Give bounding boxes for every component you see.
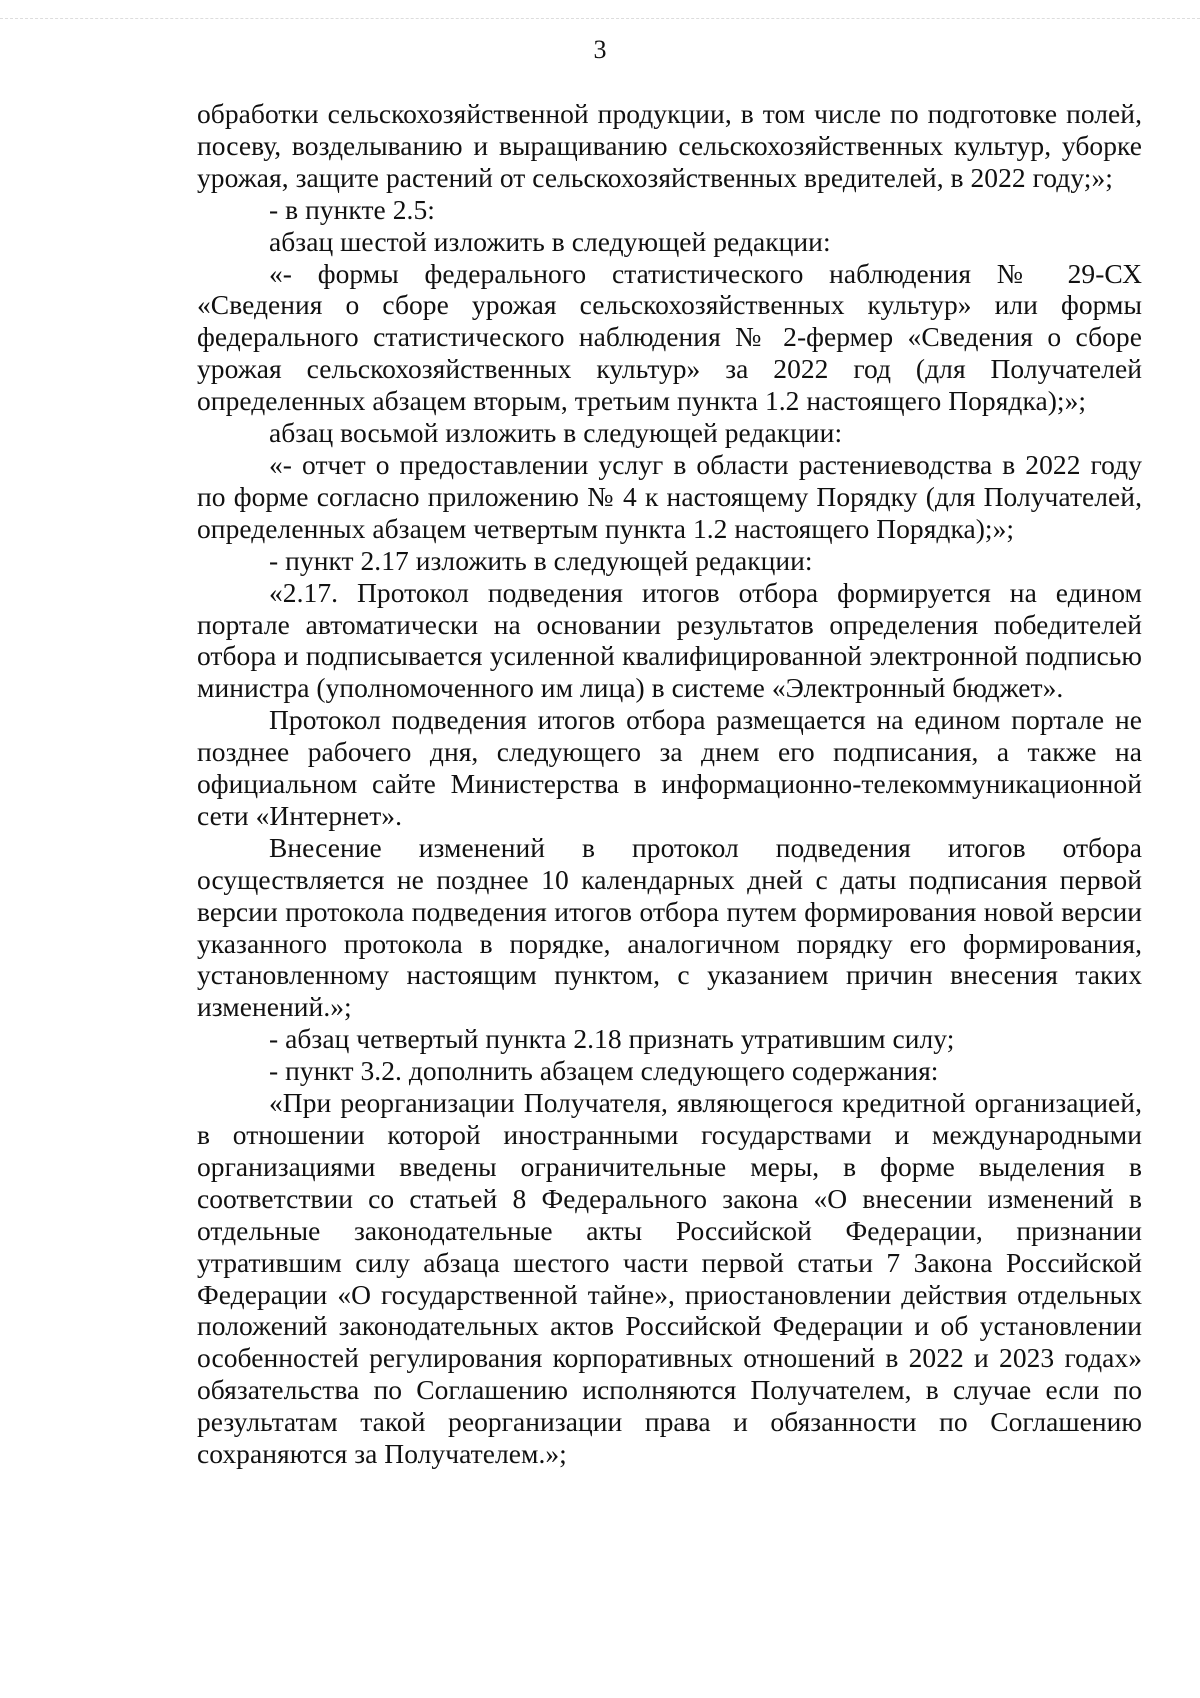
scan-edge-artifact [0,18,1200,21]
paragraph-5: абзац восьмой изложить в следующей редакции: [269,417,843,449]
paragraph-4: «- формы федерального статистического наблюдения № 29-СХ «Сведения о сборе урожая сельскохозяйственных культур» или формы федерального статистического наблюдения № 2-фермер «Сведения о сборе урожая сельскохозяйственных культур» за 2022 год (для Получателей определенных абзацем вторым, третьим пункта 1.2 настоящего Порядка);»; [197,257,1142,417]
paragraph-8: «2.17. Протокол подведения итогов отбора формируется на едином портале автоматически на основании результатов определения победителей отбора и подписывается усиленной квалифицированной электронной подписью министра (уполномоченного им лица) в системе «Электронный бюджет». [197,576,1142,704]
document-body [197,98,1142,1470]
page-number: 3 [593,35,607,64]
paragraph-13: «При реорганизации Получателя, являющегося кредитной организацией, в отношении которой иностранными государствами и международными организациями введены ограничительные меры, в форме выделения в соответствии со статьей 8 Федерального закона «О внесении изменений в отдельные законодательные акты Российской Федерации, признании утратившим силу абзаца шестого части первой статьи 7 Закона Российской Федерации «О государственной тайне», приостановлении действия отдельных положений законодательных актов Российской Федерации и об установлении особенностей регулирования корпоративных отношений в 2022 и 2023 годах» обязательства по Соглашению исполняются Получателем, в случае если по результатам такой реорганизации права и обязанности по Соглашению сохраняются за Получателем.»; [197,1087,1142,1470]
paragraph-9: Протокол подведения итогов отбора размещается на едином портале не позднее рабочего дня, следующего за днем его подписания, а также на официальном сайте Министерства в информационно-телекоммуникационной сети «Интернет». [197,704,1142,831]
paragraph-6: «- отчет о предоставлении услуг в области растениеводства в 2022 году по форме согласно приложению № 4 к настоящему Порядку (для Получателей, определенных абзацем четвертым пункта 1.2 настоящего Порядка);»; [197,448,1142,544]
paragraph-1: обработки сельскохозяйственной продукции, в том числе по подготовке полей, посеву, возделыванию и выращиванию сельскохозяйственных культур, уборке урожая, защите растений от сельскохозяйственных вредителей, в 2022 году;»; [197,98,1142,193]
paragraph-3: абзац шестой изложить в следующей редакции: [269,225,831,257]
paragraph-7: - пункт 2.17 изложить в следующей редакции: [269,544,813,576]
paragraph-10: Внесение изменений в протокол подведения итогов отбора осуществляется не позднее 10 календарных дней с даты подписания первой версии протокола подведения итогов отбора путем формирования новой версии указанного протокола в порядке, аналогичном порядку его формирования, установленному настоящим пунктом, с указанием причин внесения таких изменений.»; [197,831,1142,1023]
paragraph-2: - в пункте 2.5: [269,193,435,225]
paragraph-12: - пункт 3.2. дополнить абзацем следующего содержания: [269,1055,939,1087]
paragraph-11: - абзац четвертый пункта 2.18 признать утратившим силу; [269,1023,955,1055]
